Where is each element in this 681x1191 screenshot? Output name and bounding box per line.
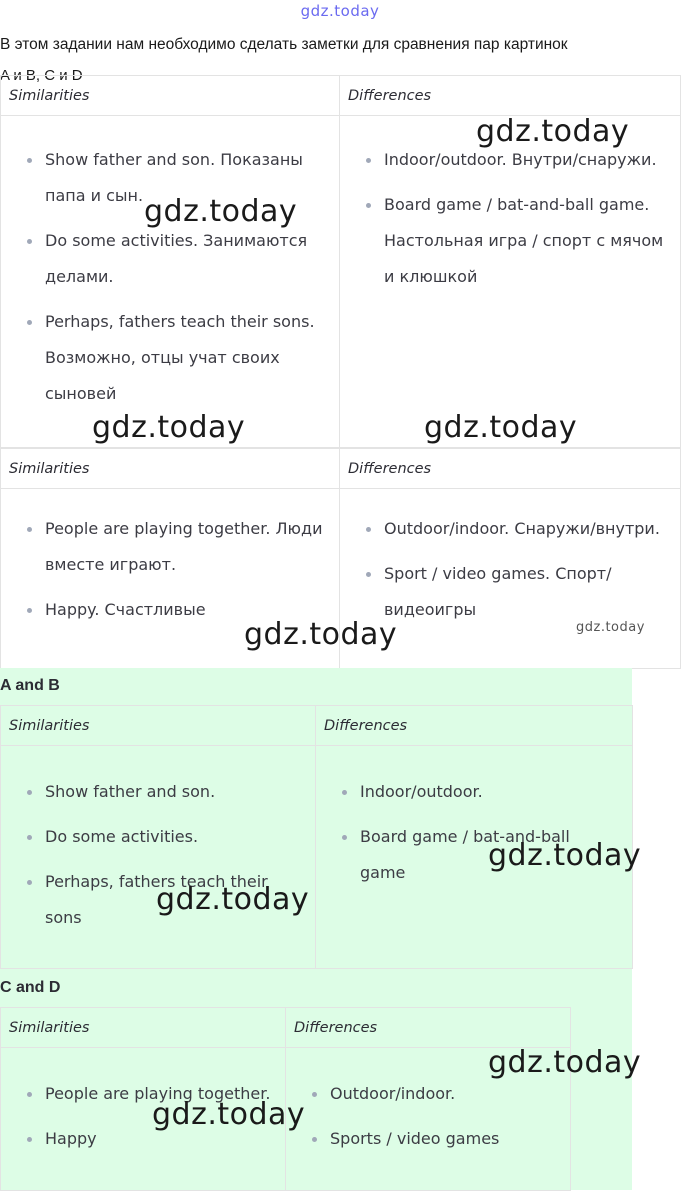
- similarities-list: [1, 746, 315, 955]
- watermark: gdz.today: [144, 194, 298, 229]
- differences-header: Differences: [286, 1008, 571, 1048]
- watermark: gdz.today: [476, 114, 630, 149]
- similarities-list: [1, 116, 339, 431]
- list-item: Sport / video games. Спорт/ видеоигры: [384, 556, 670, 628]
- similarities-header: Similarities: [1, 76, 340, 116]
- ab-table: [0, 705, 633, 969]
- site-title[interactable]: gdz.today: [300, 2, 380, 20]
- watermark: gdz.today: [92, 410, 246, 445]
- watermark: gdz.today: [488, 1045, 642, 1080]
- list-item: Happy: [45, 1121, 281, 1157]
- watermark: gdz.today: [244, 617, 398, 652]
- watermark: gdz.today: [488, 838, 642, 873]
- list-item: Board game / bat-and-ball game: [360, 819, 596, 891]
- similarities-header: Similarities: [1, 1008, 286, 1048]
- list-item: Show father and son.: [45, 774, 295, 810]
- differences-header: Differences: [340, 449, 681, 489]
- similarities-cell: [1, 1048, 286, 1191]
- similarities-list: [1, 1048, 285, 1176]
- list-item: Outdoor/indoor. Снаружи/внутри.: [384, 511, 670, 547]
- similarities-list: [1, 489, 339, 647]
- differences-cell: [340, 116, 681, 448]
- list-item: Outdoor/indoor.: [330, 1076, 560, 1112]
- intro-cut-line: [0, 64, 83, 84]
- differences-list: [316, 746, 632, 910]
- watermark: gdz.today: [156, 882, 310, 917]
- list-item: Show father and son. Показаны папа и сын.: [45, 142, 329, 214]
- differences-list: [340, 489, 680, 647]
- list-item: Perhaps, fathers teach their sons. Возможно, отцы учат своих сыновей: [45, 304, 329, 412]
- list-item: Indoor/outdoor. Внутри/снаружи.: [384, 142, 670, 178]
- list-item: Do some activities.: [45, 819, 295, 855]
- list-item: Board game / bat-and-ball game. Настольная игра / спорт с мячом и клюшкой: [384, 187, 670, 295]
- list-item: Do some activities. Занимаются делами.: [45, 223, 329, 295]
- similarities-header: Similarities: [1, 449, 340, 489]
- watermark: gdz.today: [152, 1097, 306, 1132]
- list-item: Happy. Счастливые: [45, 592, 329, 628]
- differences-cell: [286, 1048, 571, 1191]
- similarities-cell: [1, 116, 340, 448]
- intro-text: В этом задании нам необходимо сделать заметки для сравнения пар картинок: [0, 36, 568, 53]
- watermark: gdz.today: [576, 620, 645, 635]
- list-item: People are playing together.: [45, 1076, 281, 1112]
- notes-table-1: [0, 75, 681, 448]
- differences-cell: [340, 489, 681, 669]
- differences-cell: [316, 746, 633, 969]
- similarities-cell: [1, 489, 340, 669]
- differences-header: Differences: [316, 706, 633, 746]
- differences-list: [286, 1048, 570, 1176]
- section-heading-cd: C and D: [0, 979, 61, 996]
- notes-table-2: [0, 448, 681, 669]
- list-item: People are playing together. Люди вместе играют.: [45, 511, 329, 583]
- list-item: Indoor/outdoor.: [360, 774, 596, 810]
- watermark: gdz.today: [424, 410, 578, 445]
- list-item: Sports / video games: [330, 1121, 560, 1157]
- cd-table: [0, 1007, 571, 1191]
- section-heading-ab: A and B: [0, 677, 60, 694]
- differences-list: [340, 116, 680, 314]
- differences-header: Differences: [340, 76, 681, 116]
- list-item: Perhaps, fathers teach their sons: [45, 864, 295, 936]
- similarities-cell: [1, 746, 316, 969]
- intro-cut-text: A и B, C и D: [0, 67, 83, 84]
- similarities-header: Similarities: [1, 706, 316, 746]
